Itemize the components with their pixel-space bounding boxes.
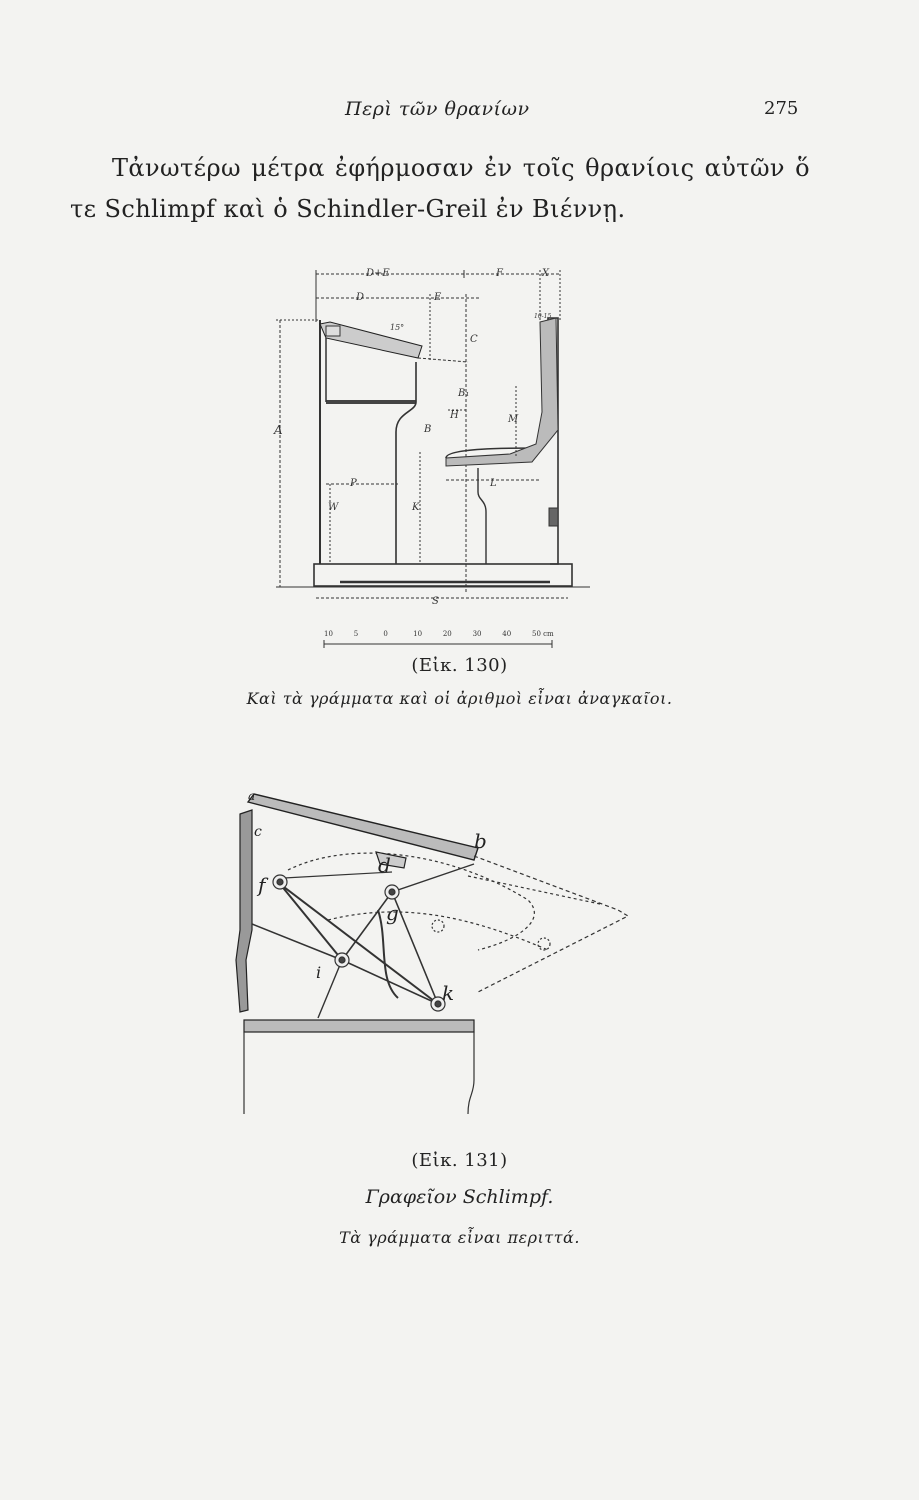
point-label-f: f — [258, 873, 266, 897]
scale-tick-label: 20 — [442, 630, 452, 638]
dim-label-p: P — [350, 478, 357, 489]
scale-tick-label: 10 — [413, 630, 423, 638]
dim-label-h: H — [450, 410, 459, 421]
dim-label-angle: 15° — [390, 323, 405, 332]
point-label-d: d — [378, 853, 391, 877]
dim-label-k: K — [412, 502, 420, 513]
dim-label-small: 10-15 — [534, 313, 552, 320]
figure-130-note: Καὶ τὰ γράμματα καὶ οἱ ἀριθμοὶ εἶναι ἀναγκαῖοι. — [246, 689, 673, 708]
scale-tick-label: 40 — [502, 630, 512, 638]
point-label-c: c — [254, 824, 262, 840]
scale-tick-label: 5 — [353, 630, 359, 638]
figure-130-label: (Εἰκ. 130) — [411, 655, 508, 676]
dim-label-c: C — [470, 334, 478, 345]
dim-label-b1: B₁ — [458, 388, 470, 399]
figure-131-title: Γραφεῖον Schlimpf. — [365, 1186, 554, 1208]
figure-130-drawing — [270, 262, 610, 652]
body-paragraph: Τἀνωτέρω μέτρα ἐφήρμοσαν ἐν τοῖς θρανίοις αὐτῶν ὅ τε Schlimpf καὶ ὁ Schindler-Greil ἐν Βιέννῃ. — [70, 154, 810, 223]
dim-label-e: E — [434, 292, 442, 303]
point-label-g: g — [386, 901, 399, 925]
scale-labels — [324, 630, 554, 638]
running-head — [0, 98, 919, 128]
dim-label-d-plus-e: D+E — [366, 268, 390, 279]
scale-tick-label: 30 — [472, 630, 482, 638]
point-label-b: b — [474, 829, 487, 853]
dim-label-m: M — [508, 414, 519, 425]
point-label-k: k — [442, 981, 455, 1005]
point-label-i: i — [316, 963, 322, 982]
dim-label-a: A — [274, 423, 283, 437]
scale-tick-label: 50 cm — [532, 630, 554, 638]
scale-tick-label: 10 — [324, 630, 333, 638]
figure-131-label: (Εἰκ. 131) — [411, 1150, 508, 1171]
page-number: 275 — [764, 98, 799, 119]
dim-label-f: F — [496, 268, 503, 279]
figure-131-drawing — [228, 780, 648, 1116]
dim-label-s: S — [432, 596, 439, 607]
dim-label-l: L — [490, 478, 497, 489]
running-head-title: Περὶ τῶν θρανίων — [345, 98, 530, 120]
figure-131-note: Τὰ γράμματα εἶναι περιττά. — [339, 1228, 580, 1247]
dim-label-x: X — [542, 268, 550, 279]
dim-label-d: D — [356, 292, 365, 303]
dim-label-w: W — [328, 502, 339, 513]
dim-label-b: B — [424, 424, 432, 435]
point-label-a: a — [248, 789, 256, 803]
scale-tick-label: 0 — [383, 630, 388, 638]
